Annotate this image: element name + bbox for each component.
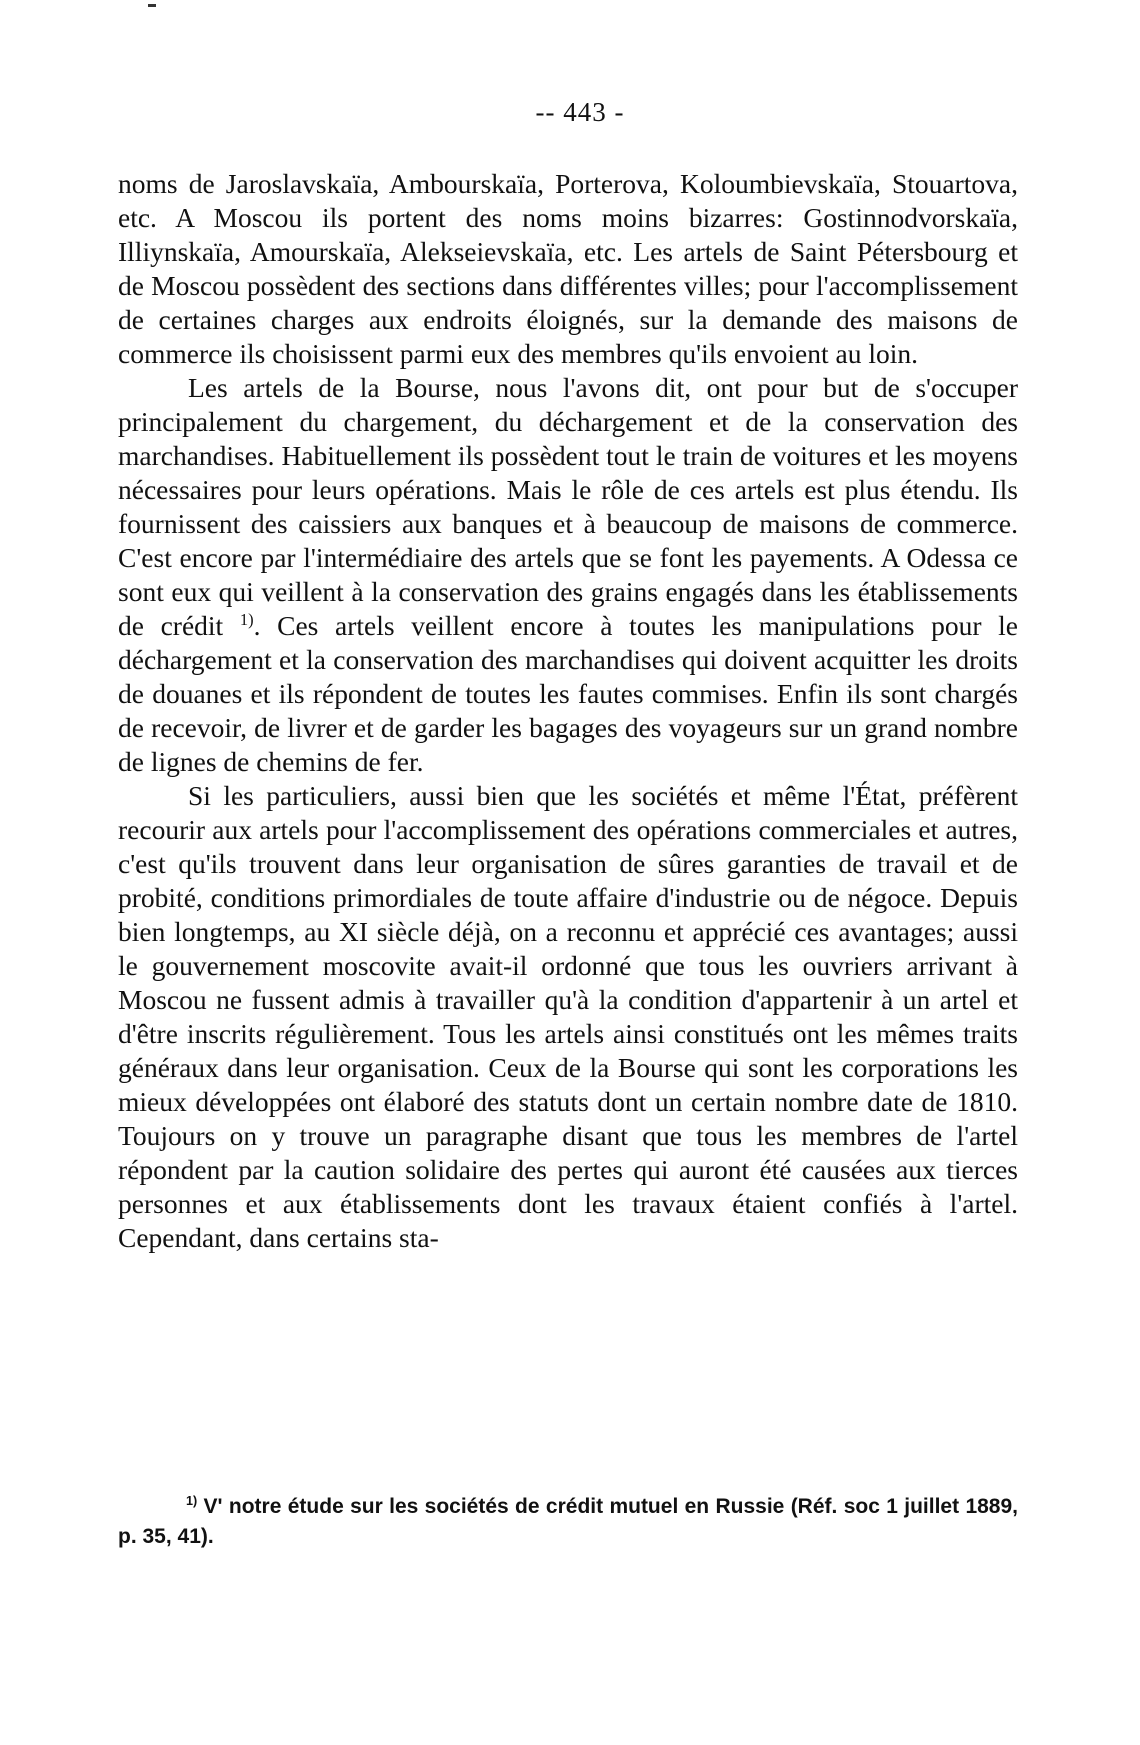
print-speck xyxy=(148,4,156,7)
paragraph-2 xyxy=(118,371,1018,779)
page-number: -- 443 - xyxy=(535,97,625,127)
footnote-text: V' notre étude sur les sociétés de crédit mutuel en Russie (Réf. soc 1 juillet 1889, p. 35, 41). xyxy=(118,1495,1018,1548)
body-text xyxy=(118,167,1018,1255)
paragraph-3: Si les particuliers, aussi bien que les sociétés et même l'État, préfèrent recourir aux artels pour l'accomplissement des opérations commerciales et autres, c'est qu'ils trouvent dans leur organisation de sûres garanties de travail et de probité, conditions primordiales de toute affaire d'industrie ou de négoce. Depuis bien longtemps, au XI siècle déjà, on a reconnu et apprécié ces avantages; aussi le gouvernement moscovite avait-il ordonné que tous les ouvriers arrivant à Moscou ne fussent admis à travailler qu'à la condition d'appartenir à un artel et d'être inscrits régulièrement. Tous les artels ainsi constitués ont les mêmes traits généraux dans leur organisation. Ceux de la Bourse qui sont les corporations les mieux développées ont élaboré des statuts dont un certain nombre date de 1810. Toujours on y trouve un paragraphe disant que tous les membres de l'artel répondent par la caution solidaire des pertes qui auront été causées aux tierces personnes et aux établissements dont les travaux étaient confiés à l'artel. Cependant, dans certains sta- xyxy=(118,780,1018,1253)
paragraph-2-text-continued: . Ces artels veillent encore à toutes les manipulations pour le déchargement et la conservation des marchandises qui doivent acquitter les droits de douanes et ils répondent de toutes les fautes commises. Enfin ils sont chargés de recevoir, de livrer et de garder les bagages des voyageurs sur un grand nombre de lignes de chemins de fer. xyxy=(118,610,1019,777)
footnote-marker: 1) xyxy=(186,1494,198,1508)
paragraph-1: noms de Jaroslavskaïa, Ambourskaïa, Porterova, Koloumbievskaïa, Stouartova, etc. A Moscou ils portent des noms moins bizarres: Gostinnodvorskaïa, Illiynskaïa, Amourskaïa, Alekseievskaïa, etc. Les artels de Saint Pétersbourg et de Moscou possèdent des sections dans différentes villes; pour l'accomplissement de certaines charges aux endroits éloignés, sur la demande des maisons de commerce ils choisissent parmi eux des membres qu'ils envoient au loin. xyxy=(118,168,1018,369)
paragraph-2-text: Les artels de la Bourse, nous l'avons dit, ont pour but de s'occuper principalement du chargement, du déchargement et de la conservation des marchandises. Habituellement ils possèdent tout le train de voitures et les moyens nécessaires pour leurs opérations. Mais le rôle de ces artels est plus étendu. Ils fournissent des caissiers aux banques et à beaucoup de maisons de commerce. C'est encore par l'intermédiaire des artels que se font les payements. A Odessa ce sont eux qui veillent à la conservation des grains engagés dans les établissements de crédit xyxy=(118,372,1018,641)
footnote xyxy=(118,1492,1018,1552)
footnote-ref: 1) xyxy=(239,609,254,629)
